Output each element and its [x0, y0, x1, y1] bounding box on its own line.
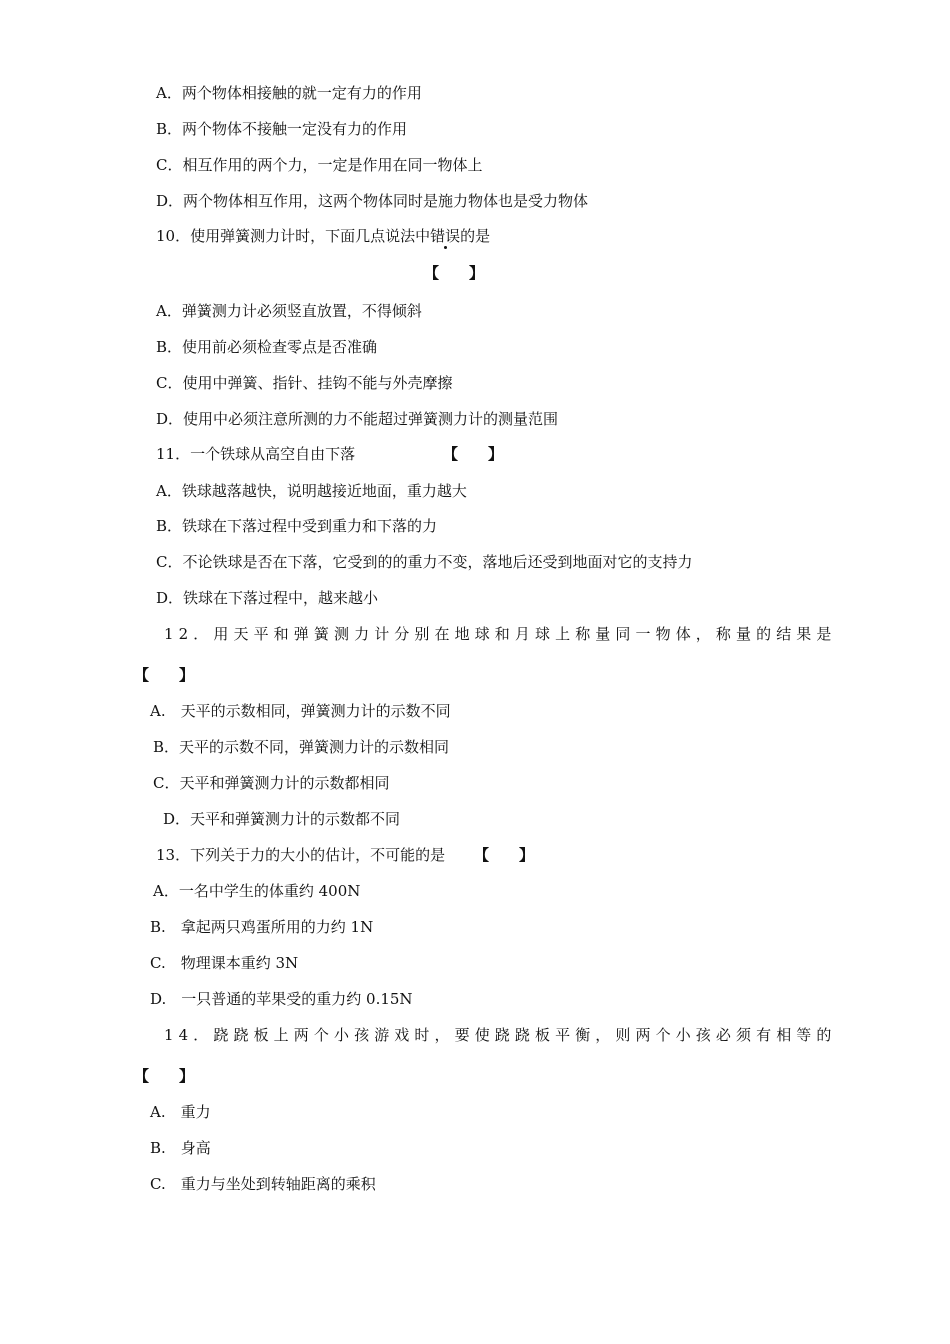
- q10-option-c: C．使用中弹簧、指针、挂钩不能与外壳摩擦: [156, 374, 453, 392]
- q13-answer-bracket: 【 】: [474, 846, 535, 864]
- q12-stem: 12．用天平和弹簧测力计分别在地球和月球上称量同一物体，称量的结果是: [164, 625, 837, 643]
- q12-answer-bracket: 【 】: [134, 666, 195, 684]
- q12-option-d: D．天平和弹簧测力计的示数都不同: [163, 810, 401, 828]
- q9-option-b: B．两个物体不接触一定没有力的作用: [156, 120, 408, 138]
- q10-stem-emphasis: 错误: [430, 227, 461, 245]
- q11-stem: 11．一个铁球从高空自由下落: [156, 445, 356, 463]
- q14-option-b: B. 身高: [150, 1139, 211, 1157]
- q12-option-b: B．天平的示数不同，弹簧测力计的示数相同: [153, 738, 450, 756]
- q9-option-a: A．两个物体相接触的就一定有力的作用: [156, 84, 422, 102]
- q13-option-d: D. 一只普通的苹果受的重力约 0.15N: [150, 990, 413, 1008]
- q12-option-c: C．天平和弹簧测力计的示数都相同: [153, 774, 390, 792]
- q14-answer-bracket: 【 】: [134, 1067, 195, 1085]
- q9-option-d: D．两个物体相互作用，这两个物体同时是施力物体也是受力物体: [156, 192, 589, 210]
- q10-option-d: D．使用中必须注意所测的力不能超过弹簧测力计的测量范围: [156, 410, 559, 428]
- q11-option-b: B．铁球在下落过程中受到重力和下落的力: [156, 517, 438, 535]
- q10-stem-after: 的是: [460, 227, 491, 245]
- q14-stem: 14．跷跷板上两个小孩游戏时，要使跷跷板平衡，则两个小孩必须有相等的: [164, 1026, 837, 1044]
- q10-stem: [156, 226, 490, 246]
- q10-answer-bracket: 【 】: [424, 264, 485, 282]
- q14-option-c: C. 重力与坐处到转轴距离的乘积: [150, 1175, 376, 1193]
- q14-option-a: A. 重力: [150, 1103, 211, 1121]
- q11-option-d: D．铁球在下落过程中，越来越小: [156, 589, 379, 607]
- q13-option-a: A．一名中学生的体重约 400N: [153, 882, 361, 900]
- q11-option-c: C．不论铁球是否在下落，它受到的的重力不变，落地后还受到地面对它的支持力: [156, 553, 693, 571]
- q9-option-c: C．相互作用的两个力，一定是作用在同一物体上: [156, 156, 483, 174]
- q11-option-a: A．铁球越落越快，说明越接近地面，重力越大: [156, 482, 467, 500]
- q10-option-a: A．弹簧测力计必须竖直放置，不得倾斜: [156, 302, 422, 320]
- q13-option-c: C. 物理课本重约 3N: [150, 954, 299, 972]
- q11-answer-bracket: 【 】: [443, 445, 504, 463]
- q10-stem-before: 10．使用弹簧测力计时，下面几点说法中: [156, 227, 431, 245]
- q13-option-b: B. 拿起两只鸡蛋所用的力约 1N: [150, 918, 374, 936]
- q10-option-b: B．使用前必须检查零点是否准确: [156, 338, 378, 356]
- q13-stem: 13．下列关于力的大小的估计，不可能的是: [156, 846, 446, 864]
- q12-option-a: A. 天平的示数相同，弹簧测力计的示数不同: [150, 702, 451, 720]
